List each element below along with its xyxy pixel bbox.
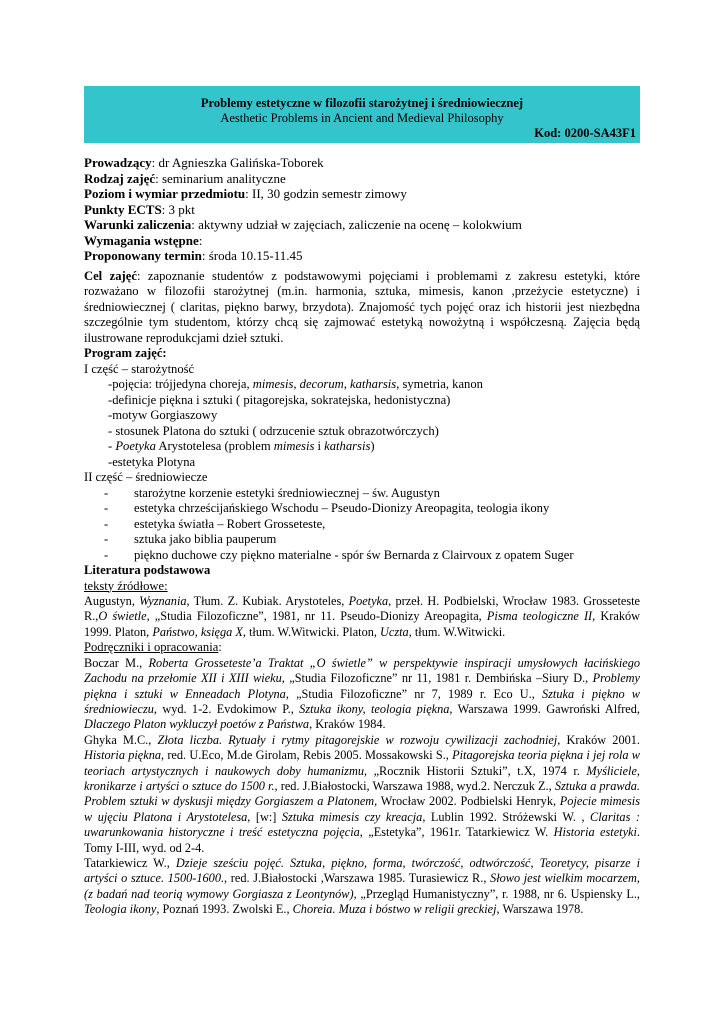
list-item: - stosunek Platona do sztuki ( odrzucenie sztuk obrazotwórczych) [108, 423, 439, 438]
bibliography-paragraph: Tatarkiewicz W., Dzieje sześciu pojęć. Sztuka, piękno, forma, twórczość, odtwórczość, Teoretycy, pisarze i artyści o sztuce. 1500-1600., red. J.Białostocki ,Warszawa 1985. Turasiewicz R., Słowo jest wielkim mocarzem, (z badań nad teorią wymowy Gorgiasza z Leontynów), „Przegląd Humanistyczny”, r. 1988, nr 6. Uspiensky L., Teologia ikony, Poznań 1993. Zwolski E., Choreia. Muza i bóstwo w religii greckiej, Warszawa 1978. [84, 856, 640, 917]
program-part1: I część – starożytność [84, 361, 195, 376]
goal-text: : zapoznanie studentów z podstawowymi pojęciami i problemami z zakresu estetyki, które rozważano w filozofii starożytnej (m.in. harmonia, sztuka, mimesis, kanon ,przeżycie estetyczne) i średniowiecznej ( claritas, piękno barwy, brzydota). Znajomość tych pojęć oraz ich historii jest niezbędna szczególnie tym studentom, którzy chcą się zajmować estetyką nowożytną i współczesną. Zajęcia będą ilustrowane reprodukcjami dzieł sztuki. [84, 268, 640, 345]
info-row [84, 202, 640, 218]
info-value: : seminarium analityczne [155, 170, 286, 186]
info-label: Prowadzący [84, 155, 152, 170]
info-row [84, 233, 640, 249]
info-value: : II, 30 godzin semestr zimowy [245, 186, 407, 201]
list-item: - sztuka jako biblia pauperum [84, 532, 640, 548]
list-item: - Poetyka Arystotelesa (problem mimesis i katharsis) [108, 439, 375, 453]
sources-paragraph: Augustyn, Wyznania, Tłum. Z. Kubiak. Arystoteles, Poetyka, przeł. H. Podbielski, Wrocław 1983. Grosseteste R.,O świetle, „Studia Filozoficzne”, 1981, nr 11. Pseudo-Dionizy Areopagita, Pisma teologiczne II, Kraków 1999. Platon, Państwo, księga X, tłum. W.Witwicki. Platon, Uczta, tłum. W.Witwicki. [84, 594, 641, 639]
info-value: : dr Agnieszka Galińska-Toborek [151, 155, 324, 170]
list-item: - estetyka chrześcijańskiego Wschodu – Pseudo-Dionizy Areopagita, teologia ikony [84, 501, 640, 517]
program-part2: II część – średniowiecze [84, 470, 208, 484]
program-heading [84, 346, 640, 362]
literature-sub2: Podręczniki i opracowania: [84, 640, 222, 655]
bibliography-paragraph: Boczar M., Roberta Grosseteste’a Traktat „O świetle” w perspektywie inspiracji umysłowych łacińskiego Zachodu na przełomie XII i XIII wieku, „Studia Filozoficzne” nr 11, 1981 r. Dembińska –Siury D., Problemy piękna i sztuki w Enneadach Plotyna, „Studia Filozoficzne” nr 7, 1989 r. Eco U., Sztuka i piękno w średniowieczu, wyd. 1-2. Evdokimow P., Sztuka ikony, teologia piękna, Warszawa 1999. Gawroński Alfred, Dlaczego Platon wykluczył poetów z Państwa, Kraków 1984. [84, 655, 641, 732]
info-row [84, 155, 640, 171]
list-item: -motyw Gorgiaszowy [108, 408, 218, 422]
info-row [84, 248, 640, 264]
info-label: Rodzaj zajęć [84, 170, 156, 186]
literature-heading [84, 563, 640, 579]
list-item: - piękno duchowe czy piękno materialne - spór św Bernarda z Clairvoux z opatem Suger [84, 548, 640, 564]
list-item: -definicje piękna i sztuki ( pitagorejska, sokratejska, hedonistyczna) [108, 392, 451, 407]
goal-label: Cel zajęć [84, 268, 137, 283]
course-title-pl: Problemy estetyczne w filozofii starożytnej i średniowiecznej [200, 96, 524, 110]
course-code: Kod: 0200-SA43F1 [534, 126, 636, 140]
info-label: Proponowany termin [84, 248, 202, 263]
info-label: Punkty ECTS [84, 201, 162, 217]
info-value: : [198, 232, 203, 248]
sources-subheading: teksty źródłowe: [84, 578, 168, 593]
list-item: -estetyka Plotyna [108, 454, 196, 469]
part2-list [84, 486, 640, 564]
handbooks-subheading: Podręczniki i opracowania [84, 640, 219, 655]
list-item: -pojęcia: trójjedyna choreja, mimesis, decorum, katharsis, symetria, kanon [108, 377, 483, 391]
info-label: Poziom i wymiar przedmiotu [84, 186, 246, 201]
info-row [84, 217, 640, 233]
literature-sub1 [84, 579, 640, 595]
info-value: : środa 10.15-11.45 [201, 248, 303, 263]
course-header [84, 86, 640, 143]
list-item: - starożytne korzenie estetyki średniowiecznej – św. Augustyn [84, 486, 640, 502]
literature-heading-text: Literatura podstawowa [84, 563, 211, 577]
course-goal [84, 269, 640, 347]
course-info [84, 155, 640, 264]
document-page [84, 86, 640, 918]
info-label: Warunki zaliczenia [84, 217, 192, 232]
info-value: : aktywny udział w zajęciach, zaliczenie na ocenę – kolokwium [191, 217, 522, 232]
course-title-en: Aesthetic Problems in Ancient and Medieval Philosophy [220, 111, 504, 125]
list-item: - estetyka światła – Robert Grosseteste, [84, 517, 640, 533]
info-label: Wymagania wstępne [84, 232, 199, 248]
info-row [84, 186, 640, 202]
part1-list [84, 377, 640, 470]
bibliography-paragraph: Ghyka M.C., Złota liczba. Rytuały i rytmy pitagorejskie w rozwoju cywilizacji zachodniej, Kraków 2001. Historia piękna, red. U.Eco, M.de Girolam, Rebis 2005. Mossakowski S., Pitagorejska teoria piękna i jej rola w teoriach artystycznych i naukowych doby humanizmu, „Rocznik Historii Sztuki”, t.X, 1974 r. Myśliciele, kronikarze i artyści o sztuce do 1500 r., red. J.Białostocki, Warszawa 1988, wyd.2. Nerczuk Z., Sztuka a prawda. Problem sztuki w dyskusji między Gorgiaszem a Platonem, Wrocław 2002. Podbielski Henryk, Pojecie mimesis w ujęciu Platona i Arystotelesa, [w:] Sztuka mimesis czy kreacja, Lublin 1992. Stróżewski W. , Claritas : uwarunkowania historyczne i treść estetyczna pojęcia, „Estetyka”, 1961r. Tatarkiewicz W. Historia estetyki. Tomy I-III, wyd. od 2-4. [84, 732, 641, 855]
program-heading-text: Program zajęć: [84, 346, 167, 360]
info-row [84, 171, 640, 187]
info-value: : 3 pkt [161, 201, 195, 217]
